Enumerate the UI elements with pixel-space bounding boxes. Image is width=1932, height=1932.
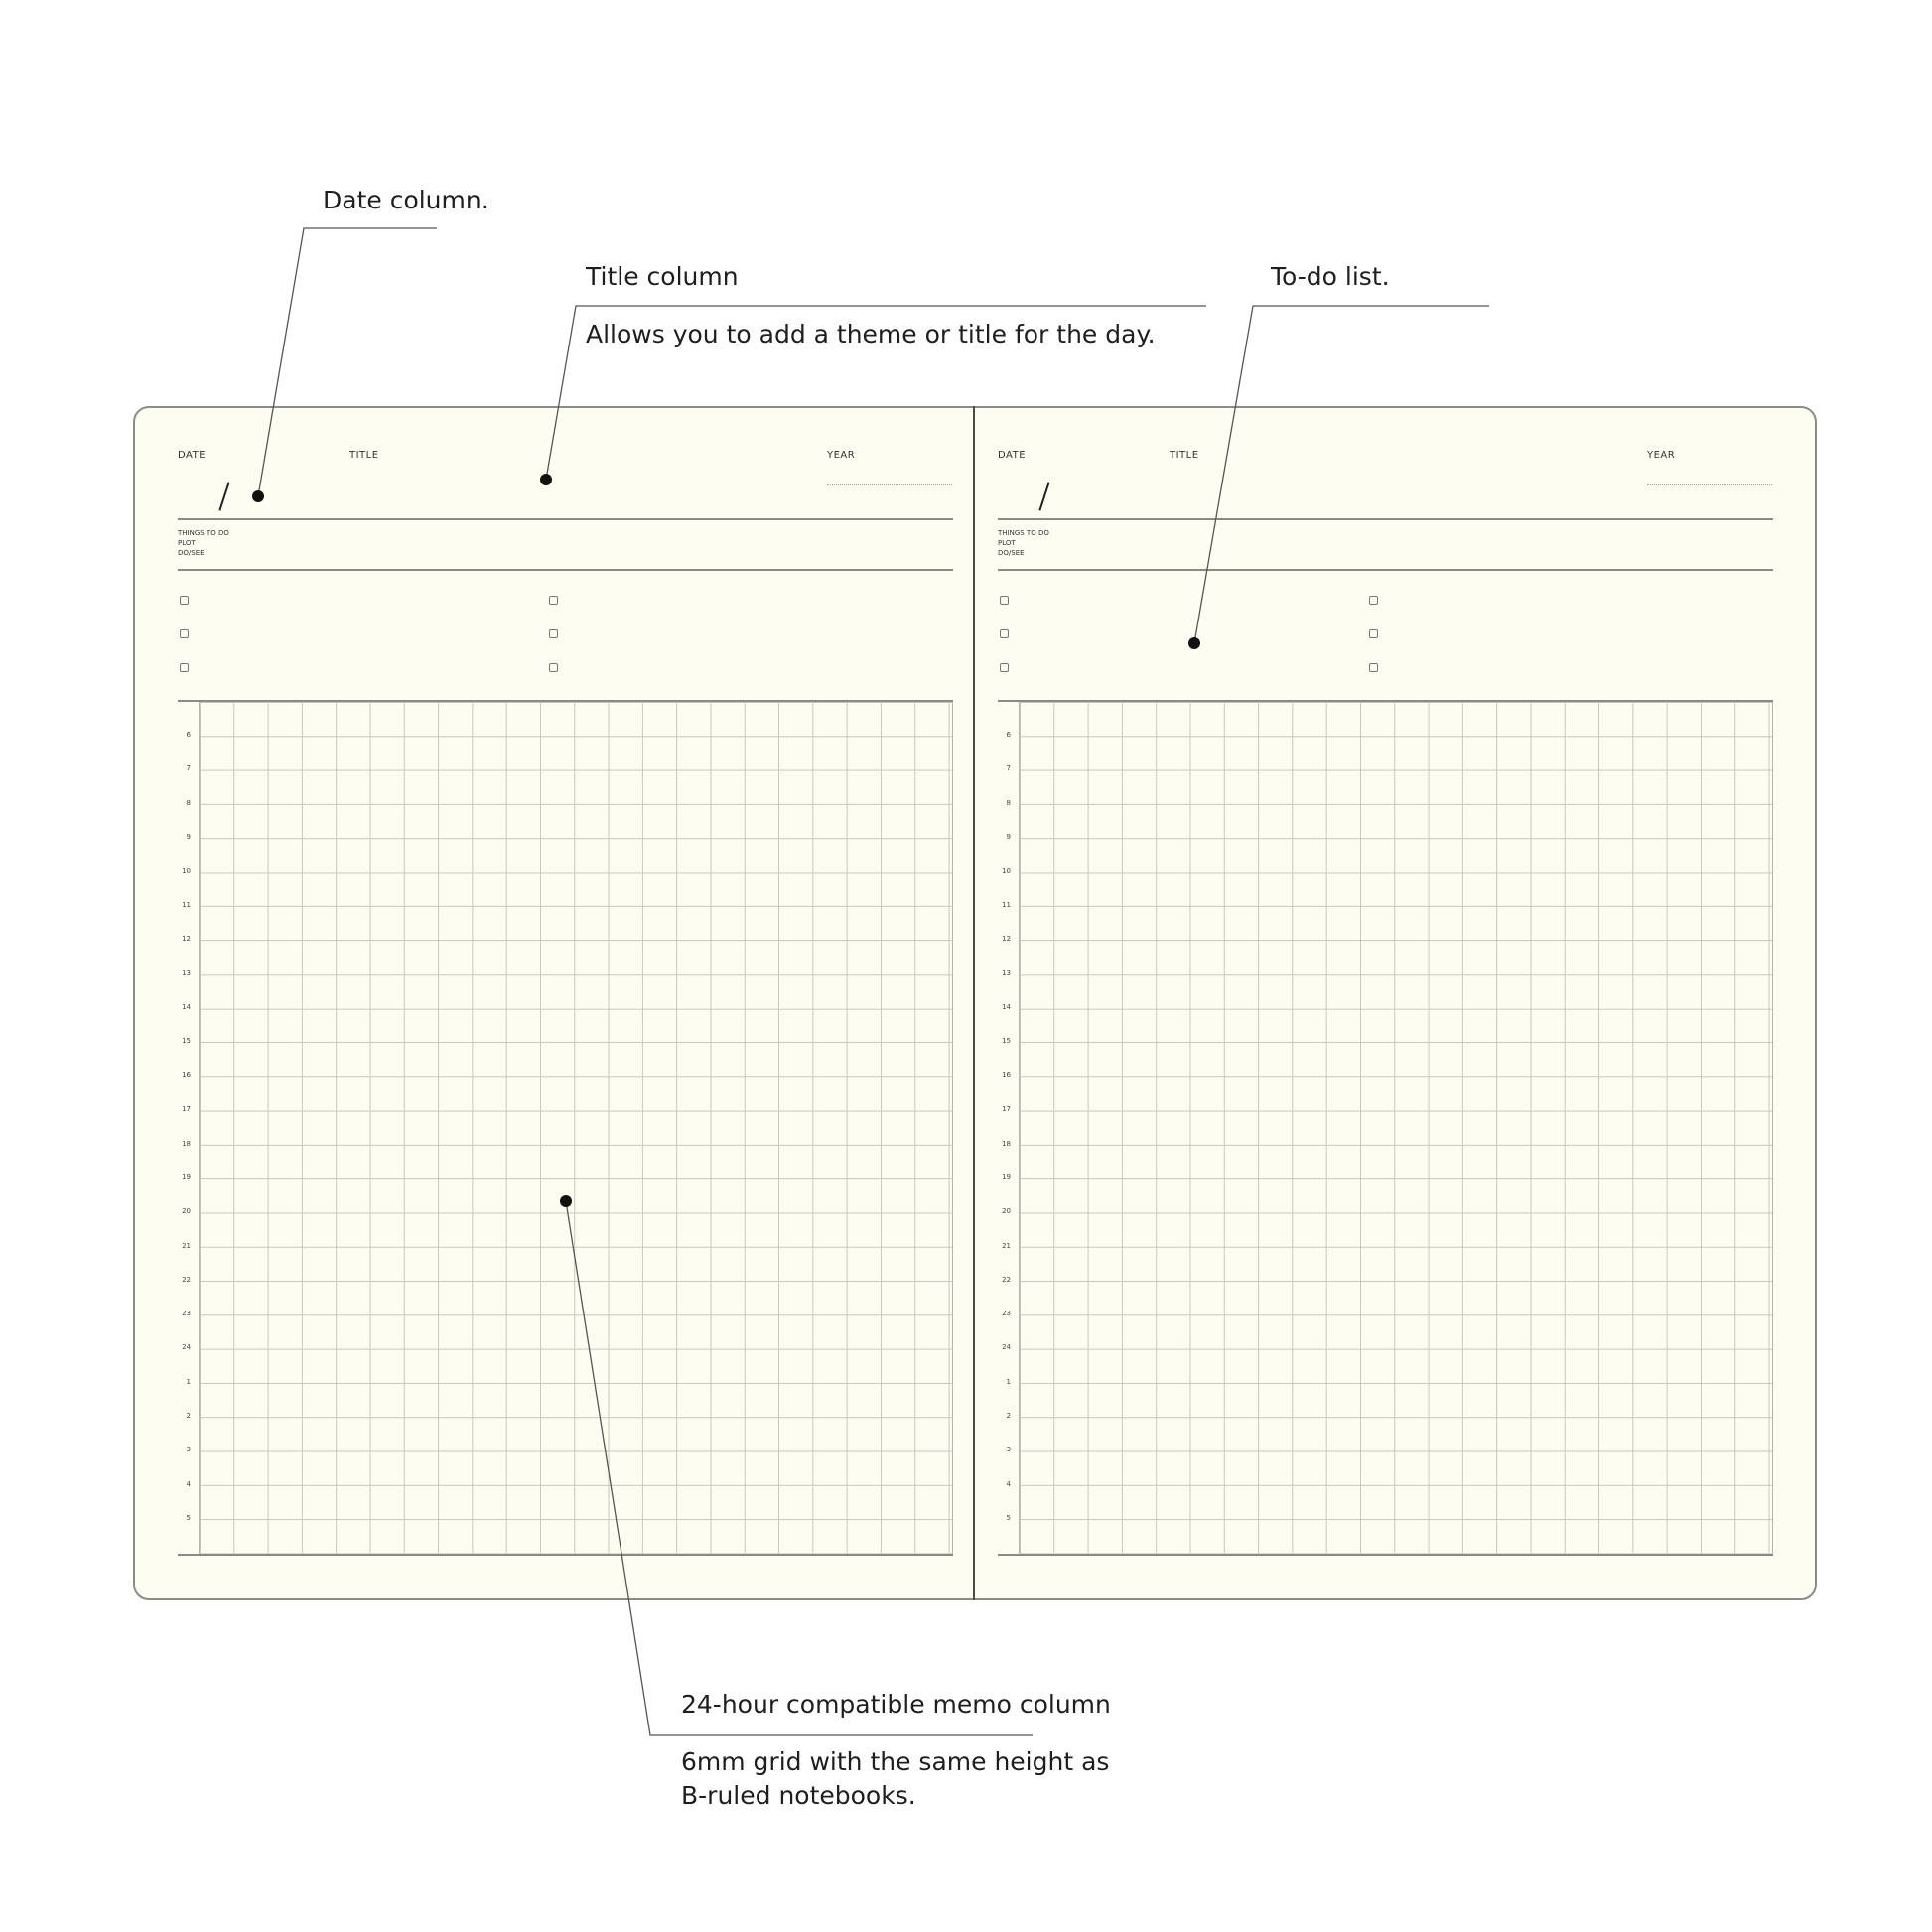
hour-label: 15 [1002, 1036, 1011, 1045]
hour-label: 6 [186, 731, 191, 739]
hour-label: 17 [1002, 1105, 1011, 1114]
hour-label: 13 [1002, 969, 1011, 978]
hour-label: 4 [186, 1479, 191, 1488]
leader-date-line [258, 228, 437, 496]
title-label: TITLE [349, 450, 379, 461]
callout-memo-heading: 24-hour compatible memo column [681, 1690, 1111, 1719]
hour-label: 14 [1002, 1003, 1011, 1012]
callout-todo: To-do list. [1271, 262, 1390, 291]
hour-label: 9 [186, 832, 191, 841]
year-label: YEAR [827, 450, 856, 461]
hour-label: 19 [1002, 1173, 1011, 1181]
marker-dot [1188, 637, 1200, 649]
title-label: TITLE [1170, 450, 1199, 461]
hour-label: 20 [1002, 1207, 1011, 1216]
hour-label: 19 [182, 1173, 191, 1181]
hour-label: 8 [186, 798, 191, 807]
hour-label: 9 [1006, 832, 1011, 841]
hour-label: 11 [1002, 900, 1011, 909]
hour-label: 14 [182, 1003, 191, 1012]
hour-label: 12 [1002, 934, 1011, 943]
hour-label: 7 [186, 764, 191, 773]
marker-dot [560, 1195, 572, 1207]
date-label: DATE [178, 450, 207, 461]
hour-label: 1 [186, 1377, 191, 1386]
hour-label: 20 [182, 1207, 191, 1216]
hour-label: 5 [186, 1513, 191, 1522]
hour-label: 22 [1002, 1275, 1011, 1284]
hour-label: 23 [182, 1310, 191, 1318]
hour-label: 2 [1006, 1412, 1011, 1420]
hour-label: 24 [1002, 1343, 1011, 1352]
todo-header-label: THINGS TO DO PLOT DO/SEE [178, 529, 229, 557]
date-label: DATE [998, 450, 1027, 461]
hour-label: 13 [182, 969, 191, 978]
hour-label: 5 [1006, 1513, 1011, 1522]
hour-label: 18 [182, 1139, 191, 1148]
hour-label: 18 [1002, 1139, 1011, 1148]
hour-label: 4 [1006, 1479, 1011, 1488]
hour-label: 16 [1002, 1071, 1011, 1079]
callout-title-description: Allows you to add a theme or title for the day. [586, 320, 1156, 348]
hour-label: 21 [182, 1241, 191, 1250]
hour-label: 1 [1006, 1377, 1011, 1386]
callout-memo-description: 6mm grid with the same height as B-ruled notebooks. [681, 1747, 1110, 1810]
hour-label: 7 [1006, 764, 1011, 773]
hour-label: 3 [1006, 1446, 1011, 1454]
hour-label: 15 [182, 1036, 191, 1045]
hour-label: 23 [1002, 1310, 1011, 1318]
hour-label: 2 [186, 1412, 191, 1420]
hour-label: 11 [182, 900, 191, 909]
callout-title-heading: Title column [586, 262, 739, 291]
hour-label: 16 [182, 1071, 191, 1079]
callout-date: Date column. [323, 186, 489, 214]
hour-label: 12 [182, 934, 191, 943]
hour-label: 21 [1002, 1241, 1011, 1250]
year-label: YEAR [1647, 450, 1676, 461]
hour-label: 24 [182, 1343, 191, 1352]
marker-dot [252, 490, 264, 502]
todo-header-label: THINGS TO DO PLOT DO/SEE [998, 529, 1049, 557]
leader-todo-line [1194, 306, 1489, 643]
hour-label: 3 [186, 1446, 191, 1454]
leader-memo-line [566, 1201, 1033, 1735]
hour-label: 8 [1006, 798, 1011, 807]
hour-label: 22 [182, 1275, 191, 1284]
hour-label: 17 [182, 1105, 191, 1114]
marker-dot [540, 474, 552, 485]
leader-title-line [546, 306, 1206, 480]
hour-label: 10 [1002, 867, 1011, 876]
hour-label: 10 [182, 867, 191, 876]
hour-label: 6 [1006, 731, 1011, 739]
